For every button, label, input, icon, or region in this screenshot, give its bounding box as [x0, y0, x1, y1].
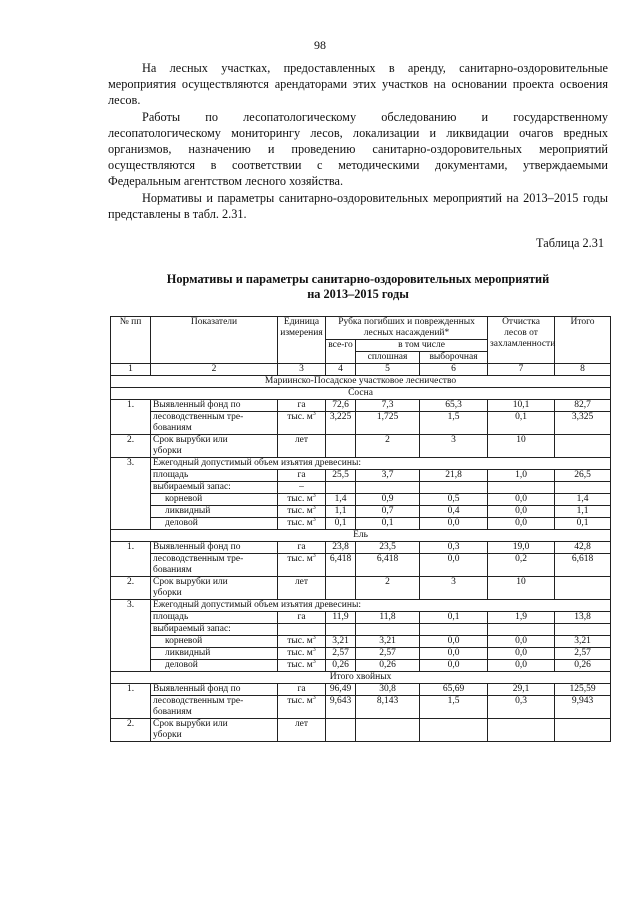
value-cell: 0,0 [420, 660, 488, 672]
table-row [111, 518, 611, 530]
indicator-label: Ежегодный допустимый объем изъятия древесины: [151, 600, 611, 612]
unit-sup: 3 [312, 634, 316, 641]
value-cell: 125,59 [555, 684, 611, 696]
header-total: все-го [326, 340, 356, 364]
value-cell: 23,5 [356, 542, 420, 554]
indicator-label [151, 412, 278, 435]
indicator-label-line: Срок вырубки или [153, 577, 228, 587]
row-num: 1. [111, 542, 151, 577]
value-cell: 65,3 [420, 400, 488, 412]
indicator-label: деловой [151, 660, 278, 672]
table-row [111, 612, 611, 624]
unit-cell: лет [278, 435, 326, 458]
indicator-label: площадь [151, 470, 278, 482]
value-cell [326, 624, 356, 636]
value-cell: 96,49 [326, 684, 356, 696]
table-title-line-2: на 2013–2015 годы [307, 287, 409, 301]
header-selective: выборочная [420, 352, 488, 364]
value-cell: 11,9 [326, 612, 356, 624]
indicator-label: корневой [151, 494, 278, 506]
value-cell: 0,0 [488, 494, 555, 506]
value-cell: 1,4 [326, 494, 356, 506]
col-number: 2 [151, 364, 278, 376]
row-num: 3. [111, 600, 151, 672]
table-row [111, 494, 611, 506]
row-num: 2. [111, 577, 151, 600]
value-cell [555, 577, 611, 600]
indicator-label-line: бованиям [153, 423, 192, 433]
paragraph-2: Работы по лесопатологическому обследованию и государственному лесопатологическому мониторингу лесов, локализации и ликвидации очагов вредных организмов, назначению и проведению санитарно-оздоровительных мероприятий осуществляются в соответствии с методическими документами, утверждаемыми Федеральным агентством лесного хозяйства. [108, 109, 608, 189]
value-cell: 0,5 [420, 494, 488, 506]
value-cell: 10,1 [488, 400, 555, 412]
unit-cell: – [278, 482, 326, 494]
row-num: 1. [111, 400, 151, 435]
column-numbers-row [111, 364, 611, 376]
unit-cell: га [278, 470, 326, 482]
value-cell: 3,21 [555, 636, 611, 648]
value-cell: 10 [488, 435, 555, 458]
value-cell: 13,8 [555, 612, 611, 624]
value-cell: 0,2 [488, 554, 555, 577]
value-cell: 29,1 [488, 684, 555, 696]
unit-cell [278, 696, 326, 719]
value-cell: 0,0 [420, 636, 488, 648]
table-row [111, 400, 611, 412]
table-row [111, 624, 611, 636]
table-row [111, 542, 611, 554]
value-cell [555, 719, 611, 742]
value-cell: 8,143 [356, 696, 420, 719]
value-cell: 6,618 [555, 554, 611, 577]
indicator-label: Выявленный фонд по [151, 542, 278, 554]
value-cell: 1,1 [555, 506, 611, 518]
unit-text: тыс. м [287, 412, 313, 422]
value-cell [488, 482, 555, 494]
table-row [111, 470, 611, 482]
value-cell [356, 624, 420, 636]
header-clear: сплошная [356, 352, 420, 364]
value-cell: 1,9 [488, 612, 555, 624]
value-cell: 3,325 [555, 412, 611, 435]
page-number: 98 [314, 38, 326, 52]
section-pine: Сосна [111, 388, 611, 400]
value-cell: 30,8 [356, 684, 420, 696]
table-row [111, 506, 611, 518]
value-cell: 0,0 [420, 554, 488, 577]
indicator-label-line: лесоводственным тре- [153, 554, 244, 564]
paragraph-3: Нормативы и параметры санитарно-оздоровительных мероприятий на 2013–2015 годы представлены в табл. 2.31. [108, 190, 608, 221]
value-cell: 0,7 [356, 506, 420, 518]
value-cell: 3,7 [356, 470, 420, 482]
unit-sup: 3 [312, 504, 316, 511]
unit-sup: 3 [312, 552, 316, 559]
col-number: 4 [326, 364, 356, 376]
header-felling: Рубка погибших и поврежденных лесных насаждений* [326, 317, 488, 340]
value-cell [555, 435, 611, 458]
norms-table [110, 316, 611, 742]
value-cell: 19,0 [488, 542, 555, 554]
col-number: 7 [488, 364, 555, 376]
header-clearing: Отчистка лесов от захламленности [488, 317, 555, 364]
indicator-label-line: бованиям [153, 565, 192, 575]
paragraph-1: На лесных участках, предоставленных в аренду, санитарно-оздоровительные мероприятия осуществляются арендаторами этих участков на основании проекта освоения лесов. [108, 61, 608, 108]
table-row [111, 435, 611, 458]
value-cell: 9,643 [326, 696, 356, 719]
unit-cell: лет [278, 577, 326, 600]
section-row [111, 376, 611, 388]
table-row [111, 648, 611, 660]
unit-cell [278, 624, 326, 636]
unit-cell [278, 518, 326, 530]
value-cell [420, 624, 488, 636]
value-cell: 0,1 [488, 412, 555, 435]
value-cell: 21,8 [420, 470, 488, 482]
value-cell: 0,0 [488, 636, 555, 648]
unit-sup: 3 [312, 646, 316, 653]
value-cell: 26,5 [555, 470, 611, 482]
value-cell: 42,8 [555, 542, 611, 554]
table-row [111, 660, 611, 672]
value-cell: 0,0 [488, 518, 555, 530]
indicator-label-line: уборки [153, 730, 182, 740]
indicator-label-line: Срок вырубки или [153, 719, 228, 729]
value-cell: 0,0 [488, 660, 555, 672]
value-cell: 0,1 [555, 518, 611, 530]
indicator-label-line: уборки [153, 446, 182, 456]
value-cell [555, 624, 611, 636]
unit-cell [278, 412, 326, 435]
col-number: 8 [555, 364, 611, 376]
indicator-label [151, 554, 278, 577]
section-row [111, 388, 611, 400]
value-cell [326, 482, 356, 494]
row-num: 1. [111, 684, 151, 719]
unit-sup: 3 [312, 410, 316, 417]
table-row [111, 458, 611, 470]
unit-cell: лет [278, 719, 326, 742]
value-cell: 3,21 [356, 636, 420, 648]
section-spruce: Ель [111, 530, 611, 542]
value-cell [420, 482, 488, 494]
indicator-label: деловой [151, 518, 278, 530]
value-cell [326, 719, 356, 742]
col-number: 6 [420, 364, 488, 376]
value-cell [488, 624, 555, 636]
value-cell: 9,943 [555, 696, 611, 719]
unit-cell [278, 554, 326, 577]
unit-cell [278, 506, 326, 518]
unit-text: тыс. м [287, 506, 313, 516]
table-row [111, 719, 611, 742]
value-cell: 0,0 [420, 518, 488, 530]
value-cell: 1,725 [356, 412, 420, 435]
indicator-label: ликвидный [151, 506, 278, 518]
table-label: Таблица 2.31 [536, 236, 604, 250]
header-num: № пп [111, 317, 151, 364]
value-cell: 65,69 [420, 684, 488, 696]
value-cell: 11,8 [356, 612, 420, 624]
header-incl: в том числе [356, 340, 488, 352]
value-cell [420, 719, 488, 742]
value-cell: 82,7 [555, 400, 611, 412]
value-cell: 6,418 [326, 554, 356, 577]
section-forestry: Мариинско-Посадское участковое лесничество [111, 376, 611, 388]
value-cell: 0,1 [326, 518, 356, 530]
value-cell: 7,3 [356, 400, 420, 412]
indicator-label [151, 719, 278, 742]
value-cell [555, 482, 611, 494]
value-cell: 0,26 [555, 660, 611, 672]
indicator-label-line: лесоводственным тре- [153, 412, 244, 422]
value-cell: 0,3 [488, 696, 555, 719]
indicator-label-line: уборки [153, 588, 182, 598]
value-cell [326, 577, 356, 600]
value-cell [356, 482, 420, 494]
indicator-label [151, 435, 278, 458]
unit-sup: 3 [312, 694, 316, 701]
value-cell: 0,26 [356, 660, 420, 672]
indicator-label: площадь [151, 612, 278, 624]
unit-cell: га [278, 612, 326, 624]
value-cell: 2,57 [555, 648, 611, 660]
unit-text: тыс. м [287, 696, 313, 706]
unit-cell [278, 636, 326, 648]
value-cell [326, 435, 356, 458]
value-cell: 0,1 [420, 612, 488, 624]
indicator-label: корневой [151, 636, 278, 648]
value-cell: 0,3 [420, 542, 488, 554]
header-row-1 [111, 317, 611, 340]
value-cell: 72,6 [326, 400, 356, 412]
value-cell: 3 [420, 435, 488, 458]
value-cell: 2,57 [356, 648, 420, 660]
value-cell: 0,0 [420, 648, 488, 660]
row-num: 2. [111, 435, 151, 458]
value-cell: 10 [488, 577, 555, 600]
value-cell: 1,4 [555, 494, 611, 506]
indicator-label: выбираемый запас: [151, 482, 278, 494]
unit-cell: га [278, 542, 326, 554]
header-sum: Итого [555, 317, 611, 364]
value-cell: 2,57 [326, 648, 356, 660]
row-num: 2. [111, 719, 151, 742]
col-number: 5 [356, 364, 420, 376]
indicator-label: Ежегодный допустимый объем изъятия древесины: [151, 458, 611, 470]
unit-cell: га [278, 684, 326, 696]
value-cell: 0,4 [420, 506, 488, 518]
table-title-line-1: Нормативы и параметры санитарно-оздоровительных мероприятий [166, 272, 550, 286]
value-cell: 2 [356, 435, 420, 458]
value-cell: 0,26 [326, 660, 356, 672]
col-number: 1 [111, 364, 151, 376]
unit-text: тыс. м [287, 636, 313, 646]
value-cell: 0,1 [356, 518, 420, 530]
unit-text: тыс. м [287, 494, 313, 504]
table-row [111, 577, 611, 600]
unit-text: тыс. м [287, 660, 313, 670]
unit-text: тыс. м [287, 518, 313, 528]
section-conifer-total: Итого хвойных [111, 672, 611, 684]
unit-cell [278, 660, 326, 672]
col-number: 3 [278, 364, 326, 376]
unit-cell [278, 494, 326, 506]
unit-cell [278, 648, 326, 660]
value-cell: 0,0 [488, 506, 555, 518]
header-indicator: Показатели [151, 317, 278, 364]
value-cell: 1,5 [420, 696, 488, 719]
value-cell: 2 [356, 577, 420, 600]
unit-sup: 3 [312, 516, 316, 523]
value-cell [356, 719, 420, 742]
table-title [108, 272, 608, 302]
body-text [108, 60, 608, 222]
indicator-label-line: лесоводственным тре- [153, 696, 244, 706]
value-cell: 1,0 [488, 470, 555, 482]
value-cell: 25,5 [326, 470, 356, 482]
table-row [111, 636, 611, 648]
indicator-label: Выявленный фонд по [151, 684, 278, 696]
value-cell: 0,9 [356, 494, 420, 506]
section-row [111, 672, 611, 684]
indicator-label: выбираемый запас: [151, 624, 278, 636]
indicator-label: ликвидный [151, 648, 278, 660]
indicator-label [151, 696, 278, 719]
row-num: 3. [111, 458, 151, 530]
value-cell: 1,1 [326, 506, 356, 518]
indicator-label: Выявленный фонд по [151, 400, 278, 412]
indicator-label [151, 577, 278, 600]
unit-cell: га [278, 400, 326, 412]
table-row [111, 482, 611, 494]
table-row [111, 684, 611, 696]
value-cell: 6,418 [356, 554, 420, 577]
unit-text: тыс. м [287, 648, 313, 658]
indicator-label-line: бованиям [153, 707, 192, 717]
value-cell: 23,8 [326, 542, 356, 554]
section-row [111, 530, 611, 542]
value-cell: 0,0 [488, 648, 555, 660]
unit-sup: 3 [312, 492, 316, 499]
value-cell: 1,5 [420, 412, 488, 435]
value-cell: 3 [420, 577, 488, 600]
table-row [111, 600, 611, 612]
value-cell: 3,21 [326, 636, 356, 648]
indicator-label-line: Срок вырубки или [153, 435, 228, 445]
unit-sup: 3 [312, 658, 316, 665]
value-cell: 3,225 [326, 412, 356, 435]
header-unit: Единица измерения [278, 317, 326, 364]
value-cell [488, 719, 555, 742]
unit-text: тыс. м [287, 554, 313, 564]
